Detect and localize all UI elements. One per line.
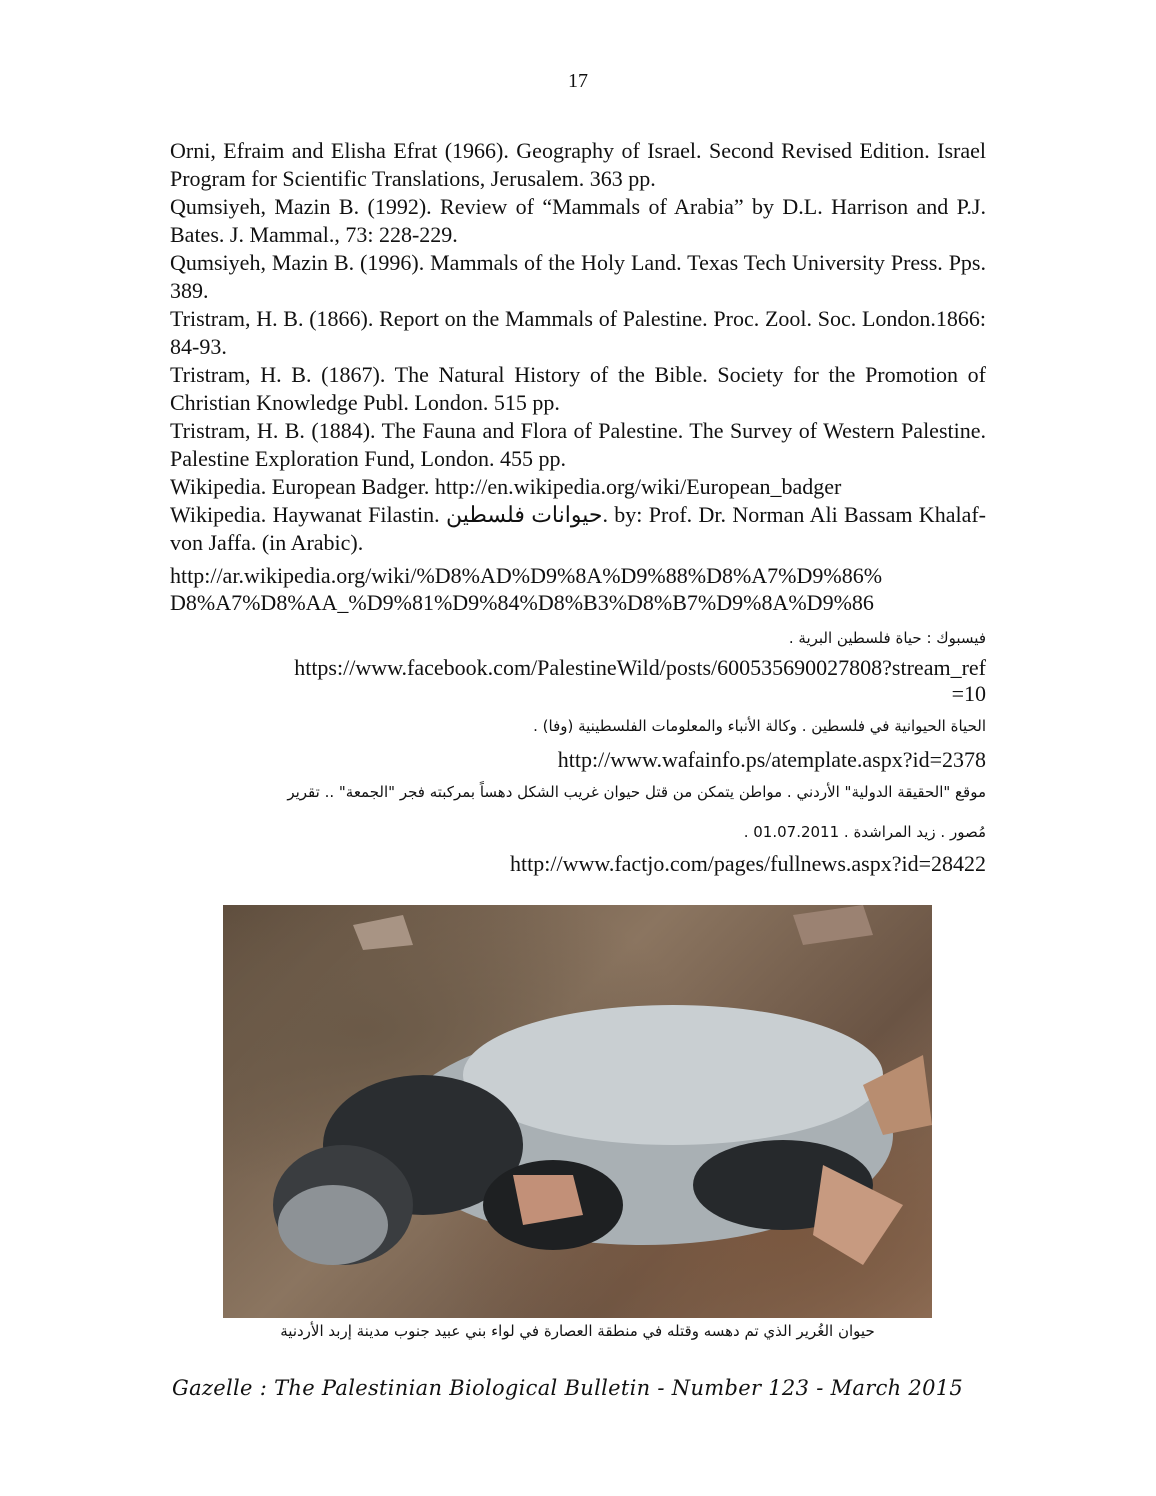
reference-item: Qumsiyeh, Mazin B. (1996). Mammals of the Holy Land. Texas Tech University Press. Pps. 389.	[170, 250, 986, 303]
page-number: 17	[568, 70, 588, 92]
badger-photo	[223, 905, 932, 1318]
factjo-label-line2: مُصور . زيد المراشدة . 01.07.2011 .	[743, 823, 986, 841]
reference-item: Wikipedia. European Badger. http://en.wikipedia.org/wiki/European_badger	[170, 474, 842, 499]
ar-wiki-url-line1[interactable]: http://ar.wikipedia.org/wiki/%D8%AD%D9%8A%D9%88%D8%A7%D9%86%	[170, 563, 883, 588]
facebook-label: فيسبوك : حياة فلسطين البرية .	[788, 629, 986, 647]
photo-caption: حيوان الغُرير الذي تم دهسه وقتله في منطقة العصارة في لواء بني عبيد جنوب مدينة إربد الأردنية	[280, 1322, 875, 1340]
factjo-url[interactable]: http://www.factjo.com/pages/fullnews.aspx?id=28422	[510, 851, 986, 876]
wafa-url[interactable]: http://www.wafainfo.ps/atemplate.aspx?id=2378	[557, 747, 986, 772]
reference-item: Orni, Efraim and Elisha Efrat (1966). Geography of Israel. Second Revised Edition. Israel Program for Scientific Translations, Jerusalem. 363 pp.	[170, 138, 986, 191]
factjo-label-line1: موقع "الحقيقة الدولية" الأردني . مواطن يتمكن من قتل حيوان غريب الشكل دهساً بمركبته فجر "الجمعة" .. تقرير	[287, 783, 986, 801]
footer: Gazelle : The Palestinian Biological Bulletin - Number 123 - March 2015	[172, 1376, 964, 1400]
reference-item: Tristram, H. B. (1866). Report on the Mammals of Palestine. Proc. Zool. Soc. London.1866: 84-93.	[170, 306, 986, 359]
facebook-url-line1[interactable]: https://www.facebook.com/PalestineWild/posts/600535690027808?stream_ref	[294, 655, 986, 680]
wafa-label: الحياة الحيوانية في فلسطين . وكالة الأنباء والمعلومات الفلسطينية (وفا) .	[533, 717, 986, 735]
badger-photo-illustration	[223, 905, 932, 1318]
reference-item: Tristram, H. B. (1884). The Fauna and Flora of Palestine. The Survey of Western Palestine. Palestine Exploration Fund, London. 455 pp.	[170, 418, 986, 471]
reference-item: Tristram, H. B. (1867). The Natural History of the Bible. Society for the Promotion of Christian Knowledge Publ. London. 515 pp.	[170, 362, 986, 415]
reference-list	[170, 137, 986, 557]
ar-wiki-url-line2[interactable]: D8%A7%D8%AA_%D9%81%D9%84%D8%B3%D8%B7%D9%8A%D9%86	[170, 590, 874, 615]
reference-item: Wikipedia. Haywanat Filastin. حيوانات فلسطين. by: Prof. Dr. Norman Ali Bassam Khalaf-von Jaffa. (in Arabic).	[170, 502, 986, 555]
reference-item: Qumsiyeh, Mazin B. (1992). Review of “Mammals of Arabia” by D.L. Harrison and P.J. Bates. J. Mammal., 73: 228-229.	[170, 194, 986, 247]
facebook-url-line2[interactable]: =10	[951, 681, 986, 706]
